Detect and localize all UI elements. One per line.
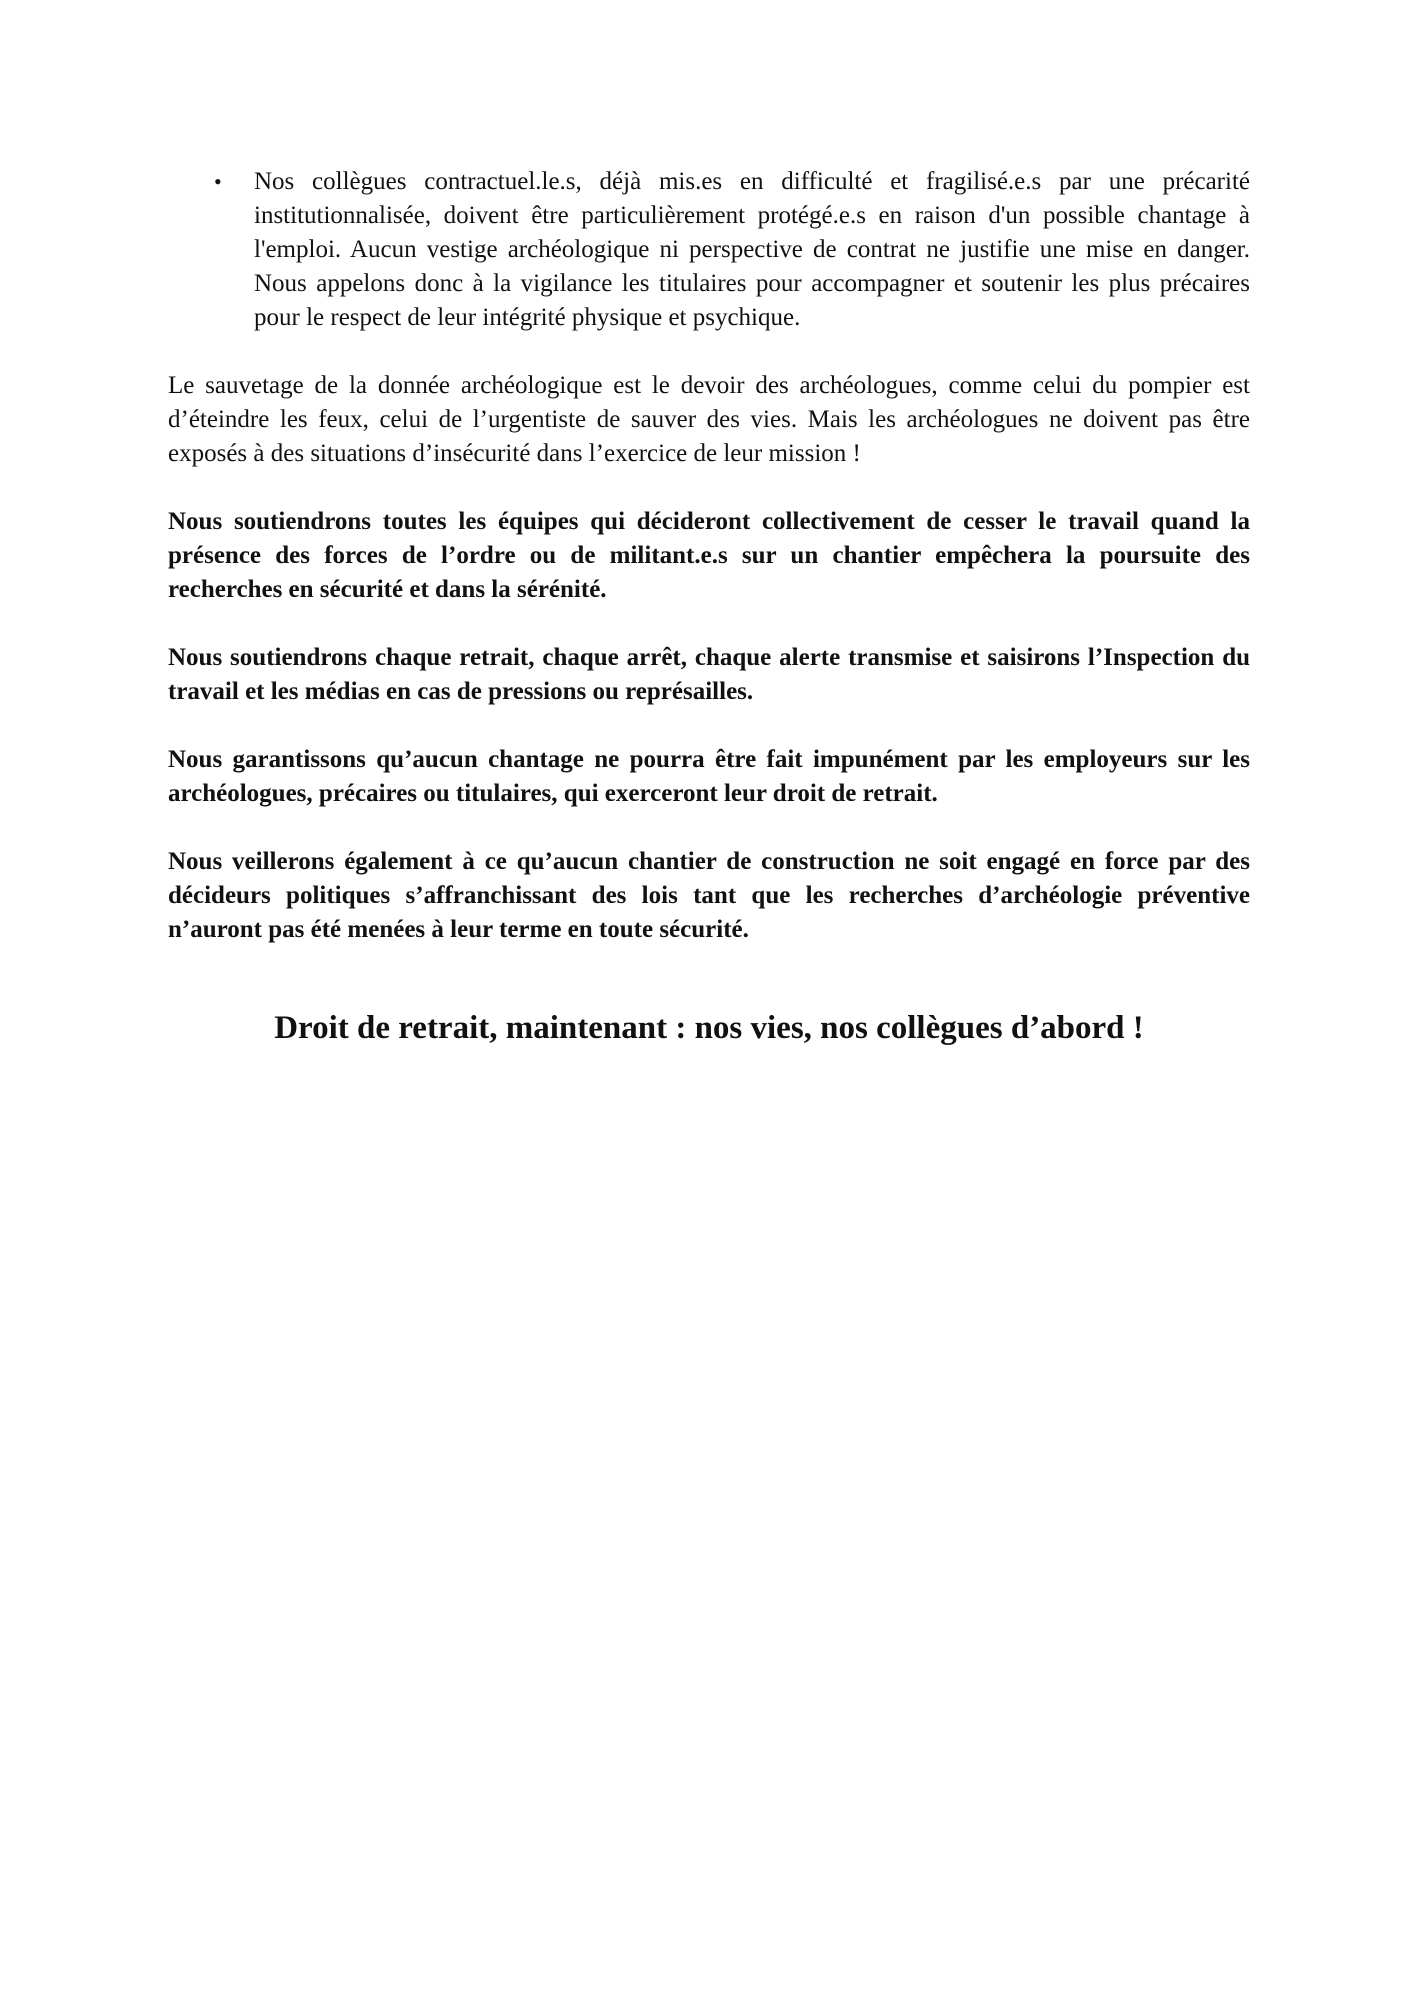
document-body <box>168 165 1250 1049</box>
closing-slogan: Droit de retrait, maintenant : nos vies, nos collègues d’abord ! <box>274 1010 1144 1046</box>
bullet-point-icon: • <box>214 169 222 194</box>
paragraph-soutien-retrait: Nous soutiendrons chaque retrait, chaque arrêt, chaque alerte transmise et saisirons l’Inspection du travail et les médias en cas de pressions ou représailles. <box>168 644 1250 705</box>
bullet-list <box>168 165 1250 335</box>
bullet-text: Nos collègues contractuel.le.s, déjà mis.es en difficulté et fragilisé.e.s par une précarité institutionnalisée, doivent être particulièrement protégé.e.s en raison d'un possible chantage à l'emploi. Aucun vestige archéologique ni perspective de contrat ne justifie une mise en danger. Nous appelons donc à la vigilance les titulaires pour accompagner et soutenir les plus précaires pour le respect de leur intégrité physique et psychique. <box>254 168 1250 331</box>
paragraph-sauvetage: Le sauvetage de la donnée archéologique est le devoir des archéologues, comme celui du pompier est d’éteindre les feux, celui de l’urgentiste de sauver des vies. Mais les archéologues ne doivent pas être exposés à des situations d’insécurité dans l’exercice de leur mission ! <box>168 372 1250 467</box>
paragraph-veille-chantiers: Nous veillerons également à ce qu’aucun chantier de construction ne soit engagé en force par des décideurs politiques s’affranchissant des lois tant que les recherches d’archéologie préventive n’auront pas été menées à leur terme en toute sécurité. <box>168 848 1250 943</box>
paragraph-soutien-equipes: Nous soutiendrons toutes les équipes qui décideront collectivement de cesser le travail quand la présence des forces de l’ordre ou de militant.e.s sur un chantier empêchera la poursuite des recherches en sécurité et dans la sérénité. <box>168 508 1250 603</box>
paragraph-garantie-chantage: Nous garantissons qu’aucun chantage ne pourra être fait impunément par les employeurs sur les archéologues, précaires ou titulaires, qui exerceront leur droit de retrait. <box>168 746 1250 807</box>
bullet-item-contractuels <box>168 165 1250 335</box>
